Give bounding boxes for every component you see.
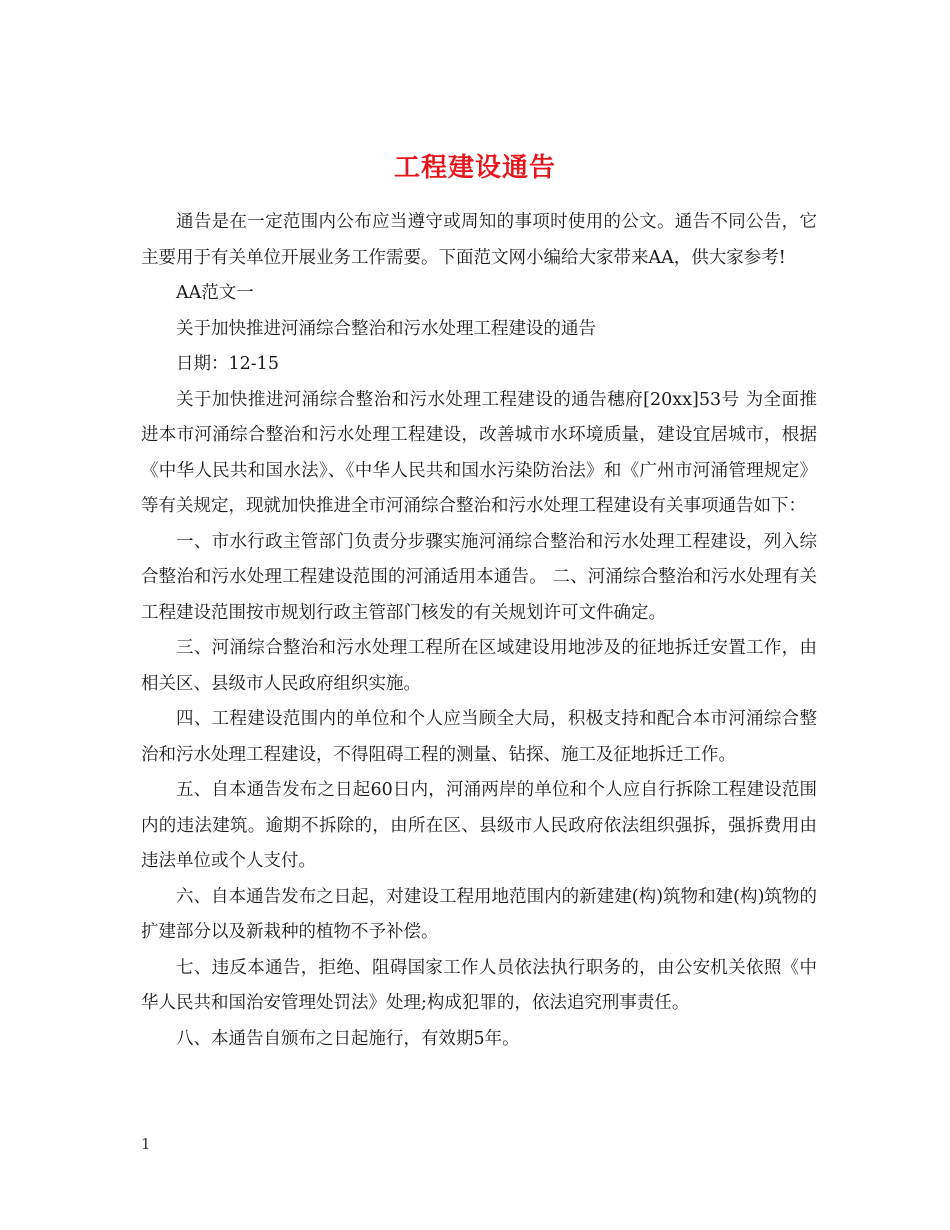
paragraph-item-8: 八、本通告自颁布之日起施行，有效期5年。 [176,1028,520,1049]
paragraph-sample-heading: AA范文一 [176,283,254,303]
paragraph-item-7: 七、违反本通告，拒绝、阻碍国家工作人员依法执行职务的，由公安机关依照《中华人民共和国治安管理处罚法》处理;构成犯罪的，依法追究刑事责任。 [141,957,817,1013]
paragraph-item-5: 五、自本通告发布之日起60日内，河涌两岸的单位和个人应自行拆除工程建设范围内的违法建筑。逾期不拆除的，由所在区、县级市人民政府依法组织强拆，强拆费用由违法单位或个人支付。 [141,780,817,871]
paragraph-item-3: 三、河涌综合整治和污水处理工程所在区域建设用地涉及的征地拆迁安置工作，由相关区、县级市人民政府组织实施。 [141,638,817,694]
paragraph-preamble: 关于加快推进河涌综合整治和污水处理工程建设的通告穗府[20xx]53号 为全面推进本市河涌综合整治和污水处理工程建设，改善城市水环境质量，建设宜居城市，根据《中华人民共和国水法》、《中华人民共和国水污染防治法》和《广州市河涌管理规定》等有关规定，现就加快推进全市河涌综合整治和污水处理工程建设有关事项通告如下： [141,389,817,516]
paragraph-item-4: 四、工程建设范围内的单位和个人应当顾全大局，积极支持和配合本市河涌综合整治和污水处理工程建设，不得阻碍工程的测量、钻探、施工及征地拆迁工作。 [141,709,817,765]
paragraph-date: 日期：12-15 [176,354,279,374]
page-number: 1 [141,1135,151,1153]
document-title: 工程建设通告 [393,153,556,184]
document-body [141,205,817,1057]
paragraph-item-6: 六、自本通告发布之日起，对建设工程用地范围内的新建建(构)筑物和建(构)筑物的扩建部分以及新栽种的植物不予补偿。 [141,886,817,942]
paragraph-item-1-2: 一、市水行政主管部门负责分步骤实施河涌综合整治和污水处理工程建设，列入综合整治和污水处理工程建设范围的河涌适用本通告。 二、河涌综合整治和污水处理有关工程建设范围按市规划行政主管部门核发的有关规划许可文件确定。 [141,531,817,623]
paragraph-notice-title: 关于加快推进河涌综合整治和污水处理工程建设的通告 [176,318,596,339]
paragraph-intro: 通告是在一定范围内公布应当遵守或周知的事项时使用的公文。通告不同公告，它主要用于有关单位开展业务工作需要。下面范文网小编给大家带来AA，供大家参考! [141,212,817,268]
